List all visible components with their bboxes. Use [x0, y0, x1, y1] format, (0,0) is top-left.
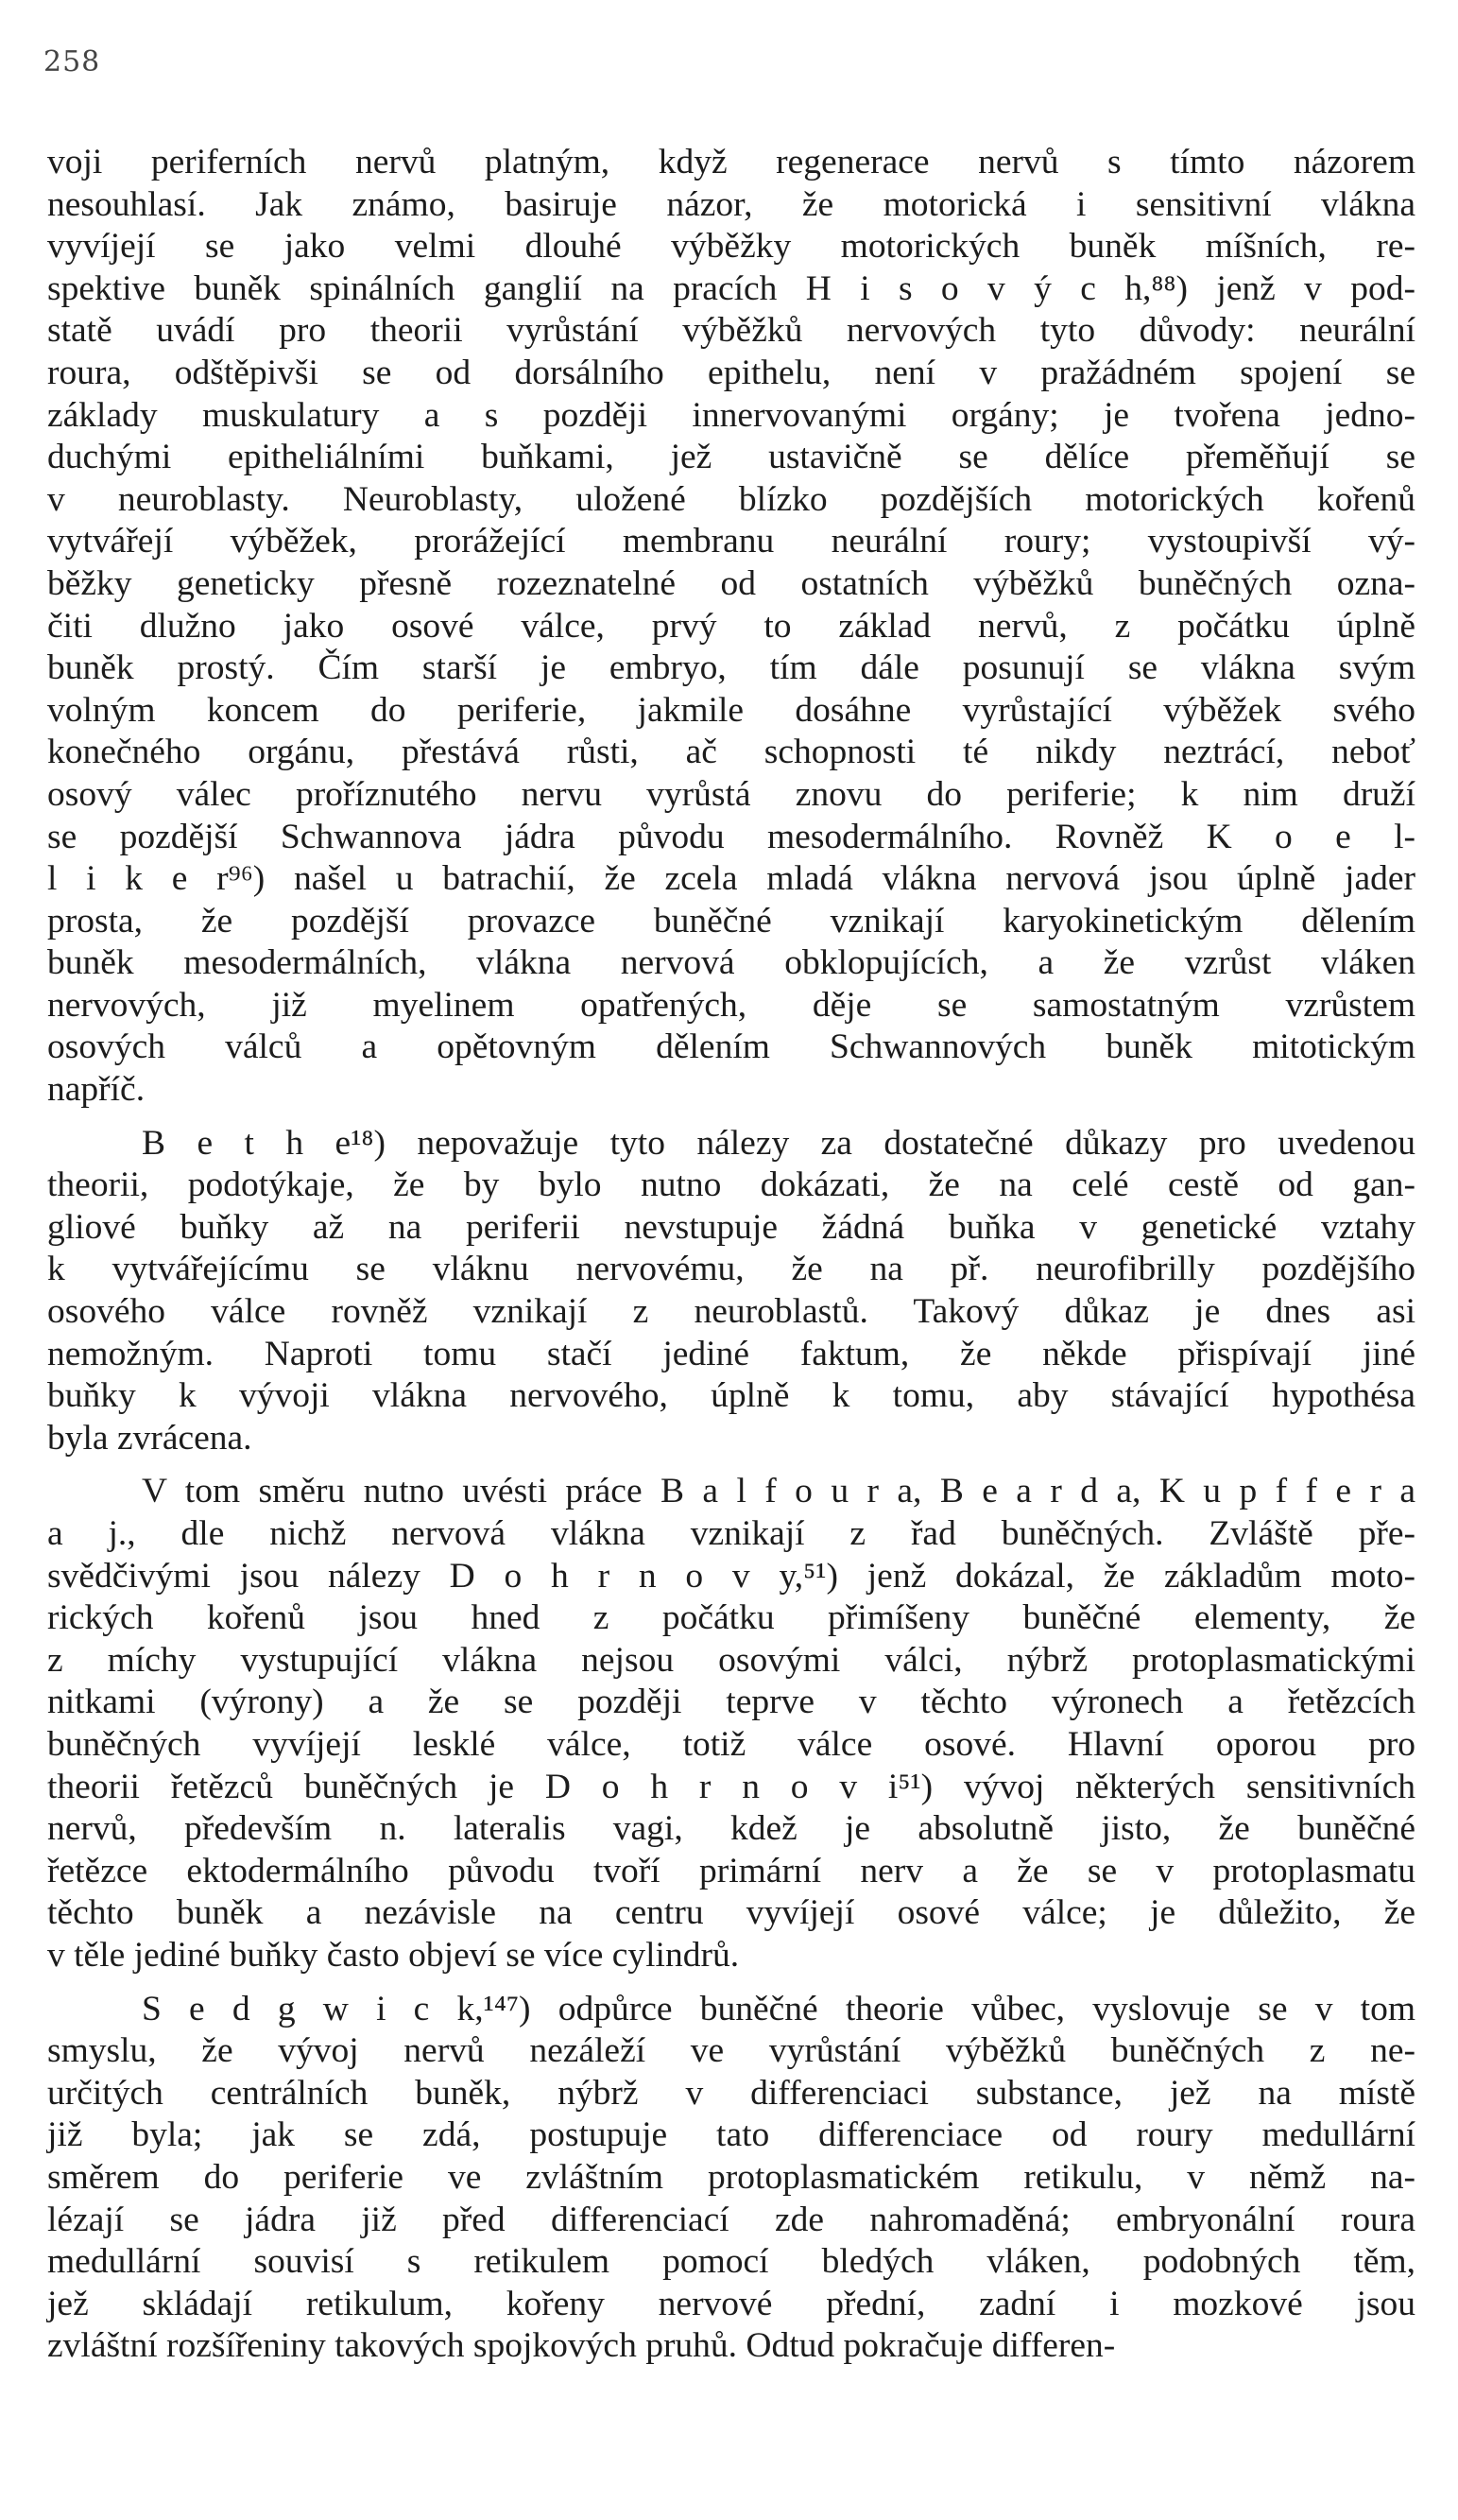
- paragraph-gap: [47, 1459, 1415, 1471]
- page-number: 258: [43, 45, 101, 78]
- text-line: theorii, podotýkaje, že by bylo nutno dokázati, že na celé cestě od gan-: [47, 1165, 1415, 1205]
- text-line: určitých centrálních buněk, nýbrž v differenciaci substance, jež na místě: [47, 2073, 1415, 2113]
- text-line: lézají se jádra již před differenciací zde nahromaděná; embryonální roura: [47, 2200, 1415, 2239]
- text-line: z míchy vystupující vlákna nejsou osovými válci, nýbrž protoplasmatickými: [47, 1640, 1415, 1680]
- text-line: nemožným. Naproti tomu stačí jediné faktum, že někde přispívají jiné: [47, 1334, 1415, 1373]
- text-line: volným koncem do periferie, jakmile dosáhne vyrůstající výběžek svého: [47, 690, 1415, 730]
- paragraph: [47, 1123, 1415, 1460]
- text-line: byla zvrácena.: [47, 1418, 252, 1458]
- text-line: roura, odštěpivši se od dorsálního epithelu, není v pražádném spojení se: [47, 353, 1415, 392]
- text-line: gliové buňky až na periferii nevstupuje žádná buňka v genetické vztahy: [47, 1207, 1415, 1247]
- text-line: nitkami (výrony) a že se později teprve v těchto výronech a řetězcích: [47, 1683, 1415, 1722]
- text-line: svědčivými jsou nálezy D o h r n o v y,⁵¹) jenž dokázal, že základům moto-: [47, 1556, 1415, 1596]
- text-line: nesouhlasí. Jak známo, basiruje názor, že motorická i sensitivní vlákna: [47, 184, 1415, 224]
- text-line: nervových, již myelinem opatřených, děje se samostatným vzrůstem: [47, 985, 1415, 1025]
- paragraph: [47, 1471, 1415, 1976]
- paragraph: [47, 142, 1415, 1112]
- text-line: buněk mesodermálních, vlákna nervová obklopujících, a že vzrůst vláken: [47, 943, 1415, 983]
- text-line: buněk prostý. Čím starší je embryo, tím dále posunují se vlákna svým: [47, 648, 1415, 688]
- text-line: čiti dlužno jako osové válce, prvý to základ nervů, z počátku úplně: [47, 606, 1415, 646]
- text-line: voji periferních nervů platným, když regenerace nervů s tímto názorem: [47, 143, 1415, 181]
- text-line: rických kořenů jsou hned z počátku přimíšeny buněčné elementy, že: [47, 1598, 1415, 1638]
- text-line: medullární souvisí s retikulem pomocí bledých vláken, podobných těm,: [47, 2242, 1415, 2282]
- text-line: osových válců a opětovným dělením Schwannových buněk mitotickým: [47, 1027, 1415, 1067]
- text-line: konečného orgánu, přestává růsti, ač schopnosti té nikdy neztrácí, neboť: [47, 733, 1415, 772]
- text-line: buňky k vývoji vlákna nervového, úplně k tomu, aby stávající hypothésa: [47, 1376, 1415, 1416]
- text-line: těchto buněk a nezávisle na centru vyvíjejí osové válce; je důležito, že: [47, 1893, 1415, 1933]
- text-line: k vytvářejícímu se vláknu nervovému, že na př. neurofibrilly pozdějšího: [47, 1250, 1415, 1289]
- text-line: statě uvádí pro theorii vyrůstání výběžků nervových tyto důvody: neurální: [47, 311, 1415, 351]
- text-line: prosta, že pozdější provazce buněčné vznikají karyokinetickým dělením: [47, 901, 1415, 941]
- text-line: základy muskulatury a s později innervovanými orgány; je tvořena jedno-: [47, 395, 1415, 435]
- text-line: duchými epitheliálními buňkami, jež ustavičně se dělíce přeměňují se: [47, 438, 1415, 477]
- text-line: vytvářejí výběžek, prorážející membranu neurální roury; vystoupivší vý-: [47, 522, 1415, 561]
- paragraph-gap: [47, 1112, 1415, 1123]
- text-line: řetězce ektodermálního původu tvoří primární nerv a že se v protoplasmatu: [47, 1851, 1415, 1890]
- text-line: napříč.: [47, 1070, 146, 1110]
- text-body: [47, 142, 1415, 2368]
- text-line: a j., dle nichž nervová vlákna vznikají z řad buněčných. Zvláště pře-: [47, 1514, 1415, 1553]
- text-line: již byla; jak se zdá, postupuje tato differenciace od roury medullární: [47, 2115, 1415, 2155]
- text-line: osový válec proříznutého nervu vyrůstá znovu do periferie; k nim druží: [47, 774, 1415, 814]
- text-line: v neuroblasty. Neuroblasty, uložené blízko pozdějších motorických kořenů: [47, 479, 1415, 519]
- text-line: l i k e r⁹⁶) našel u batrachií, že zcela mladá vlákna nervová jsou úplně jader: [47, 859, 1415, 899]
- text-line: zvláštní rozšířeniny takových spojkových pruhů. Odtud pokračuje differen-: [47, 2326, 1116, 2366]
- text-line: vyvíjejí se jako velmi dlouhé výběžky motorických buněk míšních, re-: [47, 227, 1415, 267]
- text-line: B e t h e¹⁸) nepovažuje tyto nálezy za dostatečné důkazy pro uvedenou: [142, 1123, 1415, 1163]
- text-line: běžky geneticky přesně rozeznatelné od ostatních výběžků buněčných ozna-: [47, 563, 1415, 603]
- paragraph: [47, 1989, 1415, 2368]
- text-line: nervů, především n. lateralis vagi, kdež je absolutně jisto, že buněčné: [47, 1809, 1415, 1849]
- text-line: S e d g w i c k,¹⁴⁷) odpůrce buněčné theorie vůbec, vyslovuje se v tom: [142, 1989, 1415, 2028]
- text-line: jež skládají retikulum, kořeny nervové přední, zadní i mozkové jsou: [47, 2284, 1415, 2323]
- text-line: se pozdější Schwannova jádra původu mesodermálního. Rovněž K o e l-: [47, 817, 1415, 856]
- text-line: v těle jediné buňky často objeví se více cylindrů.: [47, 1935, 740, 1975]
- text-line: spektive buněk spinálních ganglií na pracích H i s o v ý c h,⁸⁸) jenž v pod-: [47, 268, 1415, 308]
- text-line: buněčných vyvíjejí lesklé válce, totiž válce osové. Hlavní oporou pro: [47, 1724, 1415, 1764]
- text-line: theorii řetězců buněčných je D o h r n o v i⁵¹) vývoj některých sensitivních: [47, 1767, 1415, 1806]
- text-line: směrem do periferie ve zvláštním protoplasmatickém retikulu, v němž na-: [47, 2157, 1415, 2197]
- text-line: V tom směru nutno uvésti práce B a l f o u r a, B e a r d a, K u p f f e r a: [142, 1472, 1415, 1511]
- text-line: osového válce rovněž vznikají z neuroblastů. Takový důkaz je dnes asi: [47, 1292, 1415, 1332]
- text-line: smyslu, že vývoj nervů nezáleží ve vyrůstání výběžků buněčných z ne-: [47, 2031, 1415, 2071]
- paragraph-gap: [47, 1977, 1415, 1989]
